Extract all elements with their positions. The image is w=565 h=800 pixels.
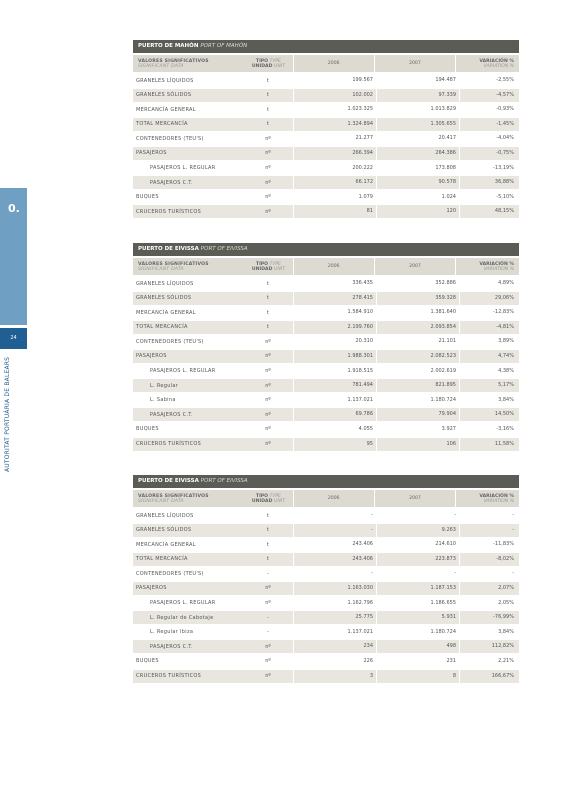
header-tipo-es: TIPO [255, 261, 269, 267]
row-label: L. Sabina [150, 397, 176, 404]
row-variation: 48,15% [459, 205, 519, 218]
header-unit-es: UNIDAD [251, 63, 273, 69]
header-unit-es: UNIDAD [251, 266, 273, 272]
row-variation: -5,10% [459, 191, 519, 204]
header-tipo-en: TYPE [269, 493, 281, 499]
row-label: TOTAL MERCANCÍA [136, 556, 188, 563]
table-header [133, 55, 519, 72]
header-tipo [244, 258, 292, 275]
row-value-2006: 781.494 [293, 379, 376, 392]
row-unit: - [267, 614, 269, 621]
table-row [133, 538, 519, 551]
table-row [133, 597, 519, 610]
table-row [133, 524, 519, 537]
row-value-2007: 821.895 [376, 379, 459, 392]
row-value-2007: 2.082.523 [376, 350, 459, 363]
header-name-es: VALORES SIGNIFICATIVOS [138, 58, 209, 64]
table-row [133, 611, 519, 624]
header-tipo-en: TYPE [269, 261, 281, 267]
table-row [133, 423, 519, 436]
row-label: CONTENEDORES (TEU'S) [136, 135, 204, 142]
row-unit: t [267, 541, 269, 548]
row-value-2007: 1.381.640 [376, 306, 459, 319]
row-label: BUQUES [136, 426, 159, 433]
row-value-2006: 1.584.910 [293, 306, 376, 319]
header-name-en: SIGNIFICANT DATA [138, 63, 184, 69]
row-value-2007: 79.904 [376, 408, 459, 421]
table-row [133, 379, 519, 392]
header-unit-en: UNIT [274, 498, 285, 504]
chapter-tab [0, 188, 27, 325]
row-variation: -0,75% [459, 147, 519, 160]
row-value-2007: 3.927 [376, 423, 459, 436]
header-year-2006: 2006 [293, 55, 374, 72]
row-label: L. Regular de Cabotaje [150, 614, 214, 621]
row-label: CRUCEROS TURÍSTICOS [136, 208, 202, 215]
row-value-2006: 1.988.301 [293, 350, 376, 363]
row-variation: 5,17% [459, 379, 519, 392]
section-title [133, 243, 519, 256]
table-row [133, 74, 519, 87]
row-value-2007: 359.328 [376, 292, 459, 305]
header-var-es: VARIACIÓN % [479, 493, 514, 499]
row-value-2006: 81 [293, 205, 376, 218]
row-label: CONTENEDORES (TEU'S) [136, 570, 204, 577]
row-variation: -11,83% [459, 538, 519, 551]
chapter-number: 0. [8, 202, 20, 215]
table-row [133, 394, 519, 407]
row-label: PASAJEROS C.T. [150, 643, 193, 650]
table-row [133, 292, 519, 305]
page-number: 24 [0, 328, 27, 349]
row-unit: nº [265, 165, 271, 172]
row-value-2006: 95 [293, 438, 376, 451]
table-row [133, 438, 519, 451]
row-value-2006: 336.435 [293, 277, 376, 290]
header-name [133, 258, 244, 275]
header-variation [455, 490, 519, 507]
row-unit: t [267, 106, 269, 113]
row-label: L. Regular [150, 382, 179, 389]
row-label: L. Regular Ibiza [150, 629, 194, 636]
header-year-2006: 2006 [293, 258, 374, 275]
row-variation: 4,89% [459, 277, 519, 290]
row-unit: nº [265, 397, 271, 404]
row-value-2006: - [293, 509, 376, 522]
row-label: CRUCEROS TURÍSTICOS [136, 673, 202, 680]
table-row [133, 103, 519, 116]
row-label: PASAJEROS L. REGULAR [150, 600, 216, 607]
row-variation: -13,19% [459, 162, 519, 175]
row-value-2006: 3 [293, 670, 376, 683]
table-row [133, 553, 519, 566]
row-variation: -3,16% [459, 423, 519, 436]
row-value-2006: 1.137.021 [293, 626, 376, 639]
section-title-en: PORT OF MAHÓN [200, 43, 248, 49]
row-value-2006: 234 [293, 640, 376, 653]
row-value-2006: 1.023.325 [293, 103, 376, 116]
row-label: GRANELES SÓLIDOS [136, 92, 192, 99]
header-year-2007: 2007 [374, 55, 455, 72]
header-year-2007: 2007 [374, 490, 455, 507]
row-value-2006: 102.002 [293, 89, 376, 102]
row-value-2007: 90.578 [376, 176, 459, 189]
row-unit: t [267, 527, 269, 534]
header-var-en: VARIATION % [483, 63, 514, 69]
table-row [133, 335, 519, 348]
row-value-2007: 231 [376, 655, 459, 668]
row-value-2006: 199.567 [293, 74, 376, 87]
header-tipo [244, 490, 292, 507]
header-unit-line [252, 267, 285, 272]
row-value-2006: 243.406 [293, 538, 376, 551]
row-value-2006: 1.137.021 [293, 394, 376, 407]
table-row [133, 670, 519, 683]
row-unit: t [267, 324, 269, 331]
row-variation: 2,05% [459, 597, 519, 610]
row-label: GRANELES LÍQUIDOS [136, 77, 194, 84]
table-row [133, 132, 519, 145]
row-variation: - [459, 509, 519, 522]
table-row [133, 306, 519, 319]
row-value-2007: 1.024 [376, 191, 459, 204]
row-variation: -0,93% [459, 103, 519, 116]
header-year-2006: 2006 [293, 490, 374, 507]
row-value-2007: 8 [376, 670, 459, 683]
row-value-2007: 194.487 [376, 74, 459, 87]
row-value-2007: 97.339 [376, 89, 459, 102]
row-variation: 11,58% [459, 438, 519, 451]
row-unit: t [267, 512, 269, 519]
row-unit: t [267, 77, 269, 84]
table-header [133, 258, 519, 275]
row-variation: -1,45% [459, 118, 519, 131]
row-label: BUQUES [136, 194, 159, 201]
table-row [133, 640, 519, 653]
table-row [133, 176, 519, 189]
header-var-en: VARIATION % [483, 266, 514, 272]
row-value-2006: 1.079 [293, 191, 376, 204]
row-value-2007: 214.610 [376, 538, 459, 551]
table-row [133, 350, 519, 363]
row-variation: -4,04% [459, 132, 519, 145]
table-row [133, 626, 519, 639]
row-unit: nº [265, 411, 271, 418]
header-tipo-es: TIPO [255, 58, 269, 64]
header-name-en: SIGNIFICANT DATA [138, 266, 184, 272]
row-label: PASAJEROS L. REGULAR [150, 368, 216, 375]
row-unit: t [267, 280, 269, 287]
row-value-2007: 498 [376, 640, 459, 653]
table-row [133, 277, 519, 290]
table-row [133, 655, 519, 668]
section-mahon [133, 40, 519, 220]
header-variation [455, 55, 519, 72]
header-tipo [244, 55, 292, 72]
row-unit: nº [265, 382, 271, 389]
row-variation: 3,84% [459, 626, 519, 639]
header-unit-line [252, 64, 285, 69]
row-value-2007: 352.886 [376, 277, 459, 290]
table-row [133, 582, 519, 595]
row-value-2006: 25.775 [293, 611, 376, 624]
table-row [133, 567, 519, 580]
row-value-2007: 1.186.655 [376, 597, 459, 610]
row-variation: 3,84% [459, 394, 519, 407]
row-label: PASAJEROS [136, 585, 167, 592]
row-variation: - [459, 524, 519, 537]
row-value-2007: 264.386 [376, 147, 459, 160]
row-value-2007: - [376, 509, 459, 522]
row-unit: t [267, 295, 269, 302]
row-label: TOTAL MERCANCÍA [136, 324, 188, 331]
row-value-2006: 20.310 [293, 335, 376, 348]
table-row [133, 365, 519, 378]
table-row [133, 509, 519, 522]
row-value-2006: 21.277 [293, 132, 376, 145]
row-value-2007: 223.873 [376, 553, 459, 566]
publisher-text: AUTORITAT PORTUÀRIA DE BALEARS [4, 356, 11, 472]
row-unit: nº [265, 673, 271, 680]
row-label: MERCANCÍA GENERAL [136, 541, 196, 548]
row-variation: - [459, 567, 519, 580]
row-label: MERCANCÍA GENERAL [136, 309, 196, 316]
table-row [133, 89, 519, 102]
table-row [133, 191, 519, 204]
row-unit: - [267, 629, 269, 636]
row-label: TOTAL MERCANCÍA [136, 121, 188, 128]
row-unit: nº [265, 658, 271, 665]
row-unit: nº [265, 643, 271, 650]
row-value-2007: 173.808 [376, 162, 459, 175]
table-row [133, 408, 519, 421]
row-value-2006: 278.415 [293, 292, 376, 305]
row-label: PASAJEROS [136, 353, 167, 360]
row-value-2006: - [293, 567, 376, 580]
row-label: PASAJEROS C.T. [150, 411, 193, 418]
row-variation: 29,06% [459, 292, 519, 305]
row-value-2006: - [293, 524, 376, 537]
row-unit: nº [265, 150, 271, 157]
row-value-2006: 266.394 [293, 147, 376, 160]
row-unit: t [267, 121, 269, 128]
row-variation: -4,57% [459, 89, 519, 102]
row-value-2006: 1.162.796 [293, 597, 376, 610]
row-label: GRANELES SÓLIDOS [136, 527, 192, 534]
row-label: PASAJEROS [136, 150, 167, 157]
row-label: MERCANCÍA GENERAL [136, 106, 196, 113]
row-value-2007: 21.101 [376, 335, 459, 348]
row-value-2007: 1.305.655 [376, 118, 459, 131]
row-value-2006: 200.222 [293, 162, 376, 175]
header-name [133, 55, 244, 72]
row-unit: nº [265, 338, 271, 345]
row-label: GRANELES LÍQUIDOS [136, 280, 194, 287]
row-unit: nº [265, 208, 271, 215]
row-unit: nº [265, 194, 271, 201]
row-unit: nº [265, 368, 271, 375]
row-value-2007: 1.180.724 [376, 626, 459, 639]
row-variation: 166,67% [459, 670, 519, 683]
row-value-2007: 1.013.829 [376, 103, 459, 116]
row-variation: -2,55% [459, 74, 519, 87]
row-variation: -4,81% [459, 321, 519, 334]
row-label: CRUCEROS TURÍSTICOS [136, 441, 202, 448]
table-row [133, 321, 519, 334]
row-variation: -12,83% [459, 306, 519, 319]
section-title [133, 40, 519, 53]
row-value-2007: 9.263 [376, 524, 459, 537]
row-value-2007: 120 [376, 205, 459, 218]
section-title-en: PORT OF EIVISSA [200, 246, 248, 252]
row-value-2006: 69.786 [293, 408, 376, 421]
row-value-2007: 106 [376, 438, 459, 451]
row-value-2007: 5.931 [376, 611, 459, 624]
row-value-2006: 1.324.894 [293, 118, 376, 131]
row-unit: nº [265, 600, 271, 607]
header-name [133, 490, 244, 507]
row-label: CONTENEDORES (TEU'S) [136, 338, 204, 345]
row-value-2007: - [376, 567, 459, 580]
header-tipo-en: TYPE [269, 58, 281, 64]
section-title-es: PUERTO DE MAHÓN [138, 43, 199, 49]
row-variation: -8,02% [459, 553, 519, 566]
row-unit: nº [265, 135, 271, 142]
header-variation [455, 258, 519, 275]
row-unit: t [267, 556, 269, 563]
row-label: PASAJEROS L. REGULAR [150, 165, 216, 172]
table-header [133, 490, 519, 507]
row-unit: nº [265, 585, 271, 592]
row-label: BUQUES [136, 658, 159, 665]
row-value-2006: 1.163.030 [293, 582, 376, 595]
section-title-en: PORT OF EIVISSA [200, 478, 248, 484]
row-value-2006: 1.918.515 [293, 365, 376, 378]
row-variation: 36,88% [459, 176, 519, 189]
row-variation: -76,99% [459, 611, 519, 624]
row-unit: t [267, 309, 269, 316]
header-name-es: VALORES SIGNIFICATIVOS [138, 493, 209, 499]
row-variation: 112,82% [459, 640, 519, 653]
header-unit-en: UNIT [274, 63, 285, 69]
row-value-2007: 1.180.724 [376, 394, 459, 407]
row-variation: 4,38% [459, 365, 519, 378]
header-unit-es: UNIDAD [251, 498, 273, 504]
table-row [133, 147, 519, 160]
row-variation: 3,89% [459, 335, 519, 348]
section-eivissa [133, 243, 519, 452]
row-label: PASAJEROS C.T. [150, 179, 193, 186]
publisher-vertical-label [4, 356, 12, 480]
row-variation: 14,50% [459, 408, 519, 421]
row-value-2007: 2.093.854 [376, 321, 459, 334]
header-name-en: SIGNIFICANT DATA [138, 498, 184, 504]
section-title-es: PUERTO DE EIVISSA [138, 246, 199, 252]
header-tipo-es: TIPO [255, 493, 269, 499]
header-unit-line [252, 499, 285, 504]
header-var-en: VARIATION % [483, 498, 514, 504]
row-value-2006: 243.406 [293, 553, 376, 566]
row-variation: 2,07% [459, 582, 519, 595]
row-variation: 4,74% [459, 350, 519, 363]
section-title [133, 475, 519, 488]
row-value-2007: 1.187.153 [376, 582, 459, 595]
row-unit: nº [265, 353, 271, 360]
section-eivissa-2 [133, 475, 519, 684]
row-value-2007: 20.417 [376, 132, 459, 145]
header-year-2007: 2007 [374, 258, 455, 275]
row-variation: 2,21% [459, 655, 519, 668]
row-label: GRANELES SÓLIDOS [136, 295, 192, 302]
table-row [133, 205, 519, 218]
header-unit-en: UNIT [274, 266, 285, 272]
section-title-es: PUERTO DE EIVISSA [138, 478, 199, 484]
row-unit: nº [265, 179, 271, 186]
row-value-2006: 4.055 [293, 423, 376, 436]
header-name-es: VALORES SIGNIFICATIVOS [138, 261, 209, 267]
row-value-2006: 2.199.760 [293, 321, 376, 334]
row-value-2006: 66.172 [293, 176, 376, 189]
row-value-2006: 226 [293, 655, 376, 668]
row-unit: nº [265, 426, 271, 433]
header-var-es: VARIACIÓN % [479, 261, 514, 267]
row-unit: nº [265, 441, 271, 448]
table-row [133, 118, 519, 131]
table-row [133, 162, 519, 175]
row-value-2007: 2.002.619 [376, 365, 459, 378]
row-unit: - [267, 570, 269, 577]
header-var-es: VARIACIÓN % [479, 58, 514, 64]
row-unit: t [267, 92, 269, 99]
row-label: GRANELES LÍQUIDOS [136, 512, 194, 519]
